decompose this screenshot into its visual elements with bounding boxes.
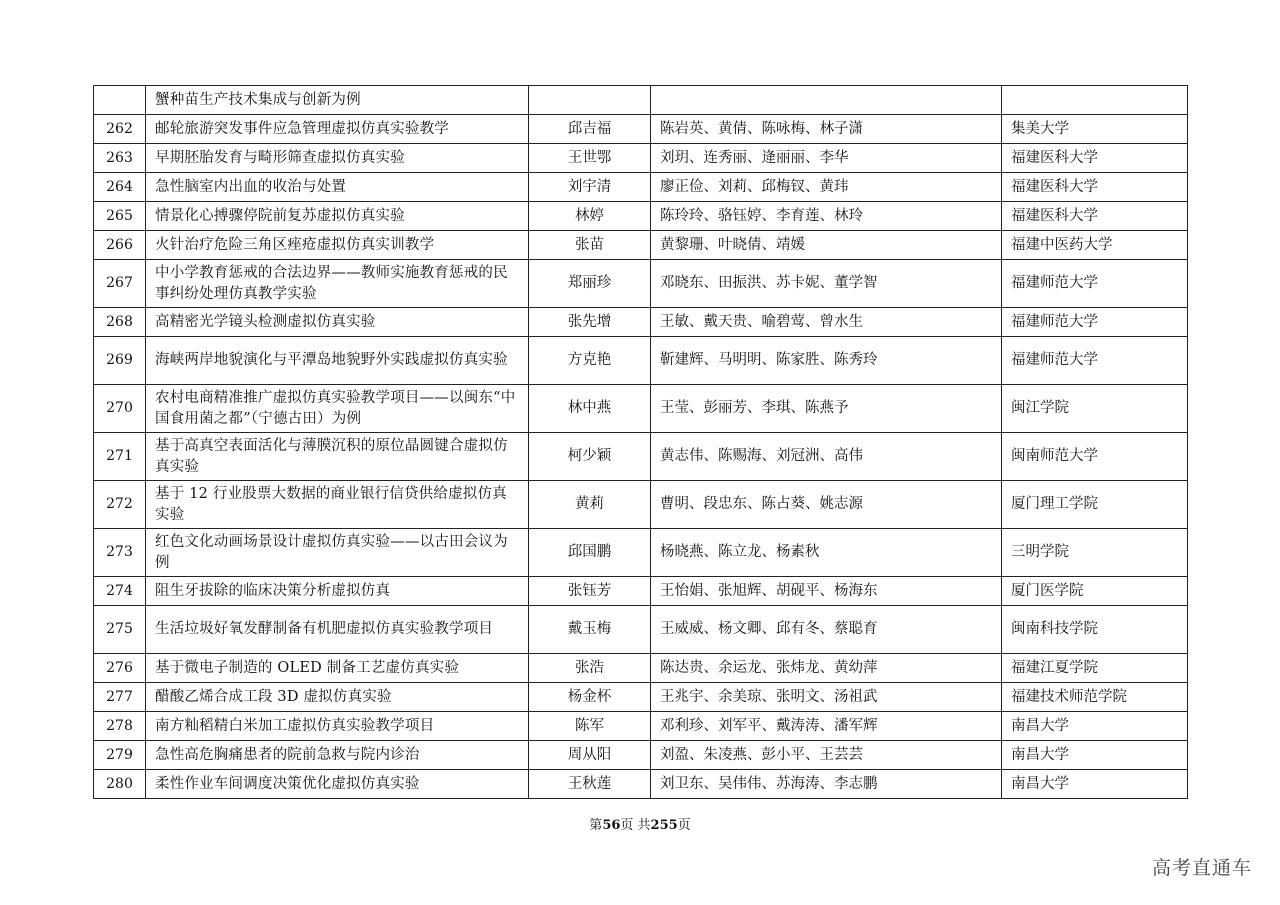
school-name: 南昌大学 <box>1002 712 1188 741</box>
row-number: 274 <box>94 577 146 606</box>
project-leader: 邱国鹏 <box>529 529 651 577</box>
team-members: 杨晓燕、陈立龙、杨素秋 <box>651 529 1002 577</box>
school-name: 闽南师范大学 <box>1002 433 1188 481</box>
footer-suffix: 页 <box>677 818 691 833</box>
project-leader: 黄莉 <box>529 481 651 529</box>
school-name: 福建师范大学 <box>1002 260 1188 308</box>
project-leader: 张钰芳 <box>529 577 651 606</box>
school-name: 福建医科大学 <box>1002 173 1188 202</box>
project-title: 火针治疗危险三角区痤疮虚拟仿真实训教学 <box>146 231 529 260</box>
table-row <box>94 231 1188 260</box>
row-number <box>94 86 146 115</box>
project-leader: 王秋莲 <box>529 770 651 799</box>
team-members: 刘盈、朱凌燕、彭小平、王芸芸 <box>651 741 1002 770</box>
table-row <box>94 260 1188 308</box>
table-row <box>94 712 1188 741</box>
team-members: 陈达贵、余运龙、张炜龙、黄幼萍 <box>651 654 1002 683</box>
project-title: 急性高危胸痛患者的院前急救与院内诊治 <box>146 741 529 770</box>
team-members: 陈玲玲、骆钰婷、李育莲、林玲 <box>651 202 1002 231</box>
team-members: 陈岩英、黄倩、陈咏梅、林子潇 <box>651 115 1002 144</box>
team-members: 王威威、杨文卿、邱有冬、蔡聪育 <box>651 606 1002 654</box>
table-body <box>94 86 1188 799</box>
team-members: 刘卫东、吴伟伟、苏海涛、李志鹏 <box>651 770 1002 799</box>
school-name: 闽江学院 <box>1002 385 1188 433</box>
table-row <box>94 337 1188 385</box>
team-members: 邓利珍、刘军平、戴涛涛、潘军辉 <box>651 712 1002 741</box>
project-leader: 林婷 <box>529 202 651 231</box>
project-title: 醋酸乙烯合成工段 3D 虚拟仿真实验 <box>146 683 529 712</box>
team-members: 刘玥、连秀丽、逄丽丽、李华 <box>651 144 1002 173</box>
project-title: 急性脑室内出血的收治与处置 <box>146 173 529 202</box>
table-row <box>94 481 1188 529</box>
project-title: 柔性作业车间调度决策优化虚拟仿真实验 <box>146 770 529 799</box>
project-leader: 戴玉梅 <box>529 606 651 654</box>
project-leader: 郑丽珍 <box>529 260 651 308</box>
table-row <box>94 529 1188 577</box>
row-number: 271 <box>94 433 146 481</box>
project-title: 红色文化动画场景设计虚拟仿真实验——以古田会议为例 <box>146 529 529 577</box>
table-row <box>94 308 1188 337</box>
project-leader <box>529 86 651 115</box>
project-title: 早期胚胎发育与畸形筛查虚拟仿真实验 <box>146 144 529 173</box>
school-name: 福建中医药大学 <box>1002 231 1188 260</box>
project-title: 蟹种苗生产技术集成与创新为例 <box>146 86 529 115</box>
team-members: 王敏、戴天贵、喻碧莺、曾水生 <box>651 308 1002 337</box>
table-row <box>94 577 1188 606</box>
row-number: 265 <box>94 202 146 231</box>
table-row <box>94 654 1188 683</box>
table-row <box>94 144 1188 173</box>
project-title: 基于 12 行业股票大数据的商业银行信贷供给虚拟仿真实验 <box>146 481 529 529</box>
project-leader: 陈军 <box>529 712 651 741</box>
footer-total-pages: 255 <box>650 818 678 833</box>
project-title: 阻生牙拔除的临床决策分析虚拟仿真 <box>146 577 529 606</box>
team-members: 邓晓东、田振洪、苏卡妮、董学智 <box>651 260 1002 308</box>
project-leader: 张浩 <box>529 654 651 683</box>
row-number: 264 <box>94 173 146 202</box>
project-title: 情景化心搏骤停院前复苏虚拟仿真实验 <box>146 202 529 231</box>
table-row <box>94 385 1188 433</box>
project-leader: 柯少颖 <box>529 433 651 481</box>
school-name: 南昌大学 <box>1002 770 1188 799</box>
page-footer <box>0 814 1280 833</box>
project-title: 基于微电子制造的 OLED 制备工艺虚仿真实验 <box>146 654 529 683</box>
row-number: 269 <box>94 337 146 385</box>
school-name: 三明学院 <box>1002 529 1188 577</box>
team-members: 廖正俭、刘莉、邱梅钗、黄玮 <box>651 173 1002 202</box>
table-row <box>94 202 1188 231</box>
project-title: 中小学教育惩戒的合法边界——教师实施教育惩戒的民事纠纷处理仿真教学实验 <box>146 260 529 308</box>
project-leader: 林中燕 <box>529 385 651 433</box>
row-number: 276 <box>94 654 146 683</box>
table-row <box>94 770 1188 799</box>
row-number: 266 <box>94 231 146 260</box>
school-name: 福建医科大学 <box>1002 202 1188 231</box>
table-row <box>94 173 1188 202</box>
team-members: 王兆宇、余美琼、张明文、汤祖武 <box>651 683 1002 712</box>
footer-prefix: 第 <box>589 818 603 833</box>
project-leader: 王世鄂 <box>529 144 651 173</box>
table-row <box>94 115 1188 144</box>
school-name: 福建医科大学 <box>1002 144 1188 173</box>
project-title: 高精密光学镜头检测虚拟仿真实验 <box>146 308 529 337</box>
row-number: 272 <box>94 481 146 529</box>
team-members: 黄黎珊、叶晓倩、靖媛 <box>651 231 1002 260</box>
row-number: 270 <box>94 385 146 433</box>
project-title: 邮轮旅游突发事件应急管理虚拟仿真实验教学 <box>146 115 529 144</box>
school-name: 厦门理工学院 <box>1002 481 1188 529</box>
team-members: 黄志伟、陈赐海、刘冠洲、高伟 <box>651 433 1002 481</box>
school-name <box>1002 86 1188 115</box>
school-name: 福建江夏学院 <box>1002 654 1188 683</box>
row-number: 277 <box>94 683 146 712</box>
project-title: 生活垃圾好氧发酵制备有机肥虚拟仿真实验教学项目 <box>146 606 529 654</box>
project-title: 农村电商精准推广虚拟仿真实验教学项目——以闽东“中国食用菌之都”（宁德古田）为例 <box>146 385 529 433</box>
team-members: 靳建辉、马明明、陈家胜、陈秀玲 <box>651 337 1002 385</box>
project-leader: 周从阳 <box>529 741 651 770</box>
project-leader: 刘宇清 <box>529 173 651 202</box>
watermark: 高考直通车 <box>1151 857 1252 879</box>
school-name: 福建技术师范学院 <box>1002 683 1188 712</box>
project-leader: 张先增 <box>529 308 651 337</box>
team-members: 曹明、段忠东、陈占葵、姚志源 <box>651 481 1002 529</box>
school-name: 厦门医学院 <box>1002 577 1188 606</box>
school-name: 集美大学 <box>1002 115 1188 144</box>
team-members: 王怡娟、张旭辉、胡砚平、杨海东 <box>651 577 1002 606</box>
team-members: 王莹、彭丽芳、李琪、陈燕予 <box>651 385 1002 433</box>
row-number: 267 <box>94 260 146 308</box>
school-name: 南昌大学 <box>1002 741 1188 770</box>
row-number: 278 <box>94 712 146 741</box>
table-row <box>94 606 1188 654</box>
table-row <box>94 683 1188 712</box>
row-number: 268 <box>94 308 146 337</box>
footer-page-number: 56 <box>602 818 621 833</box>
project-title: 海峡两岸地貌演化与平潭岛地貌野外实践虚拟仿真实验 <box>146 337 529 385</box>
school-name: 闽南科技学院 <box>1002 606 1188 654</box>
row-number: 280 <box>94 770 146 799</box>
footer-middle: 页 共 <box>620 818 651 833</box>
row-number: 279 <box>94 741 146 770</box>
school-name: 福建师范大学 <box>1002 308 1188 337</box>
project-table <box>93 85 1188 799</box>
row-number: 262 <box>94 115 146 144</box>
table-row <box>94 433 1188 481</box>
row-number: 263 <box>94 144 146 173</box>
row-number: 275 <box>94 606 146 654</box>
table-row <box>94 86 1188 115</box>
table-row <box>94 741 1188 770</box>
project-leader: 邱吉福 <box>529 115 651 144</box>
project-title: 基于高真空表面活化与薄膜沉积的原位晶圆键合虚拟仿真实验 <box>146 433 529 481</box>
project-title: 南方籼稻精白米加工虚拟仿真实验教学项目 <box>146 712 529 741</box>
project-leader: 方克艳 <box>529 337 651 385</box>
team-members <box>651 86 1002 115</box>
school-name: 福建师范大学 <box>1002 337 1188 385</box>
row-number: 273 <box>94 529 146 577</box>
project-leader: 杨金杯 <box>529 683 651 712</box>
project-leader: 张苗 <box>529 231 651 260</box>
